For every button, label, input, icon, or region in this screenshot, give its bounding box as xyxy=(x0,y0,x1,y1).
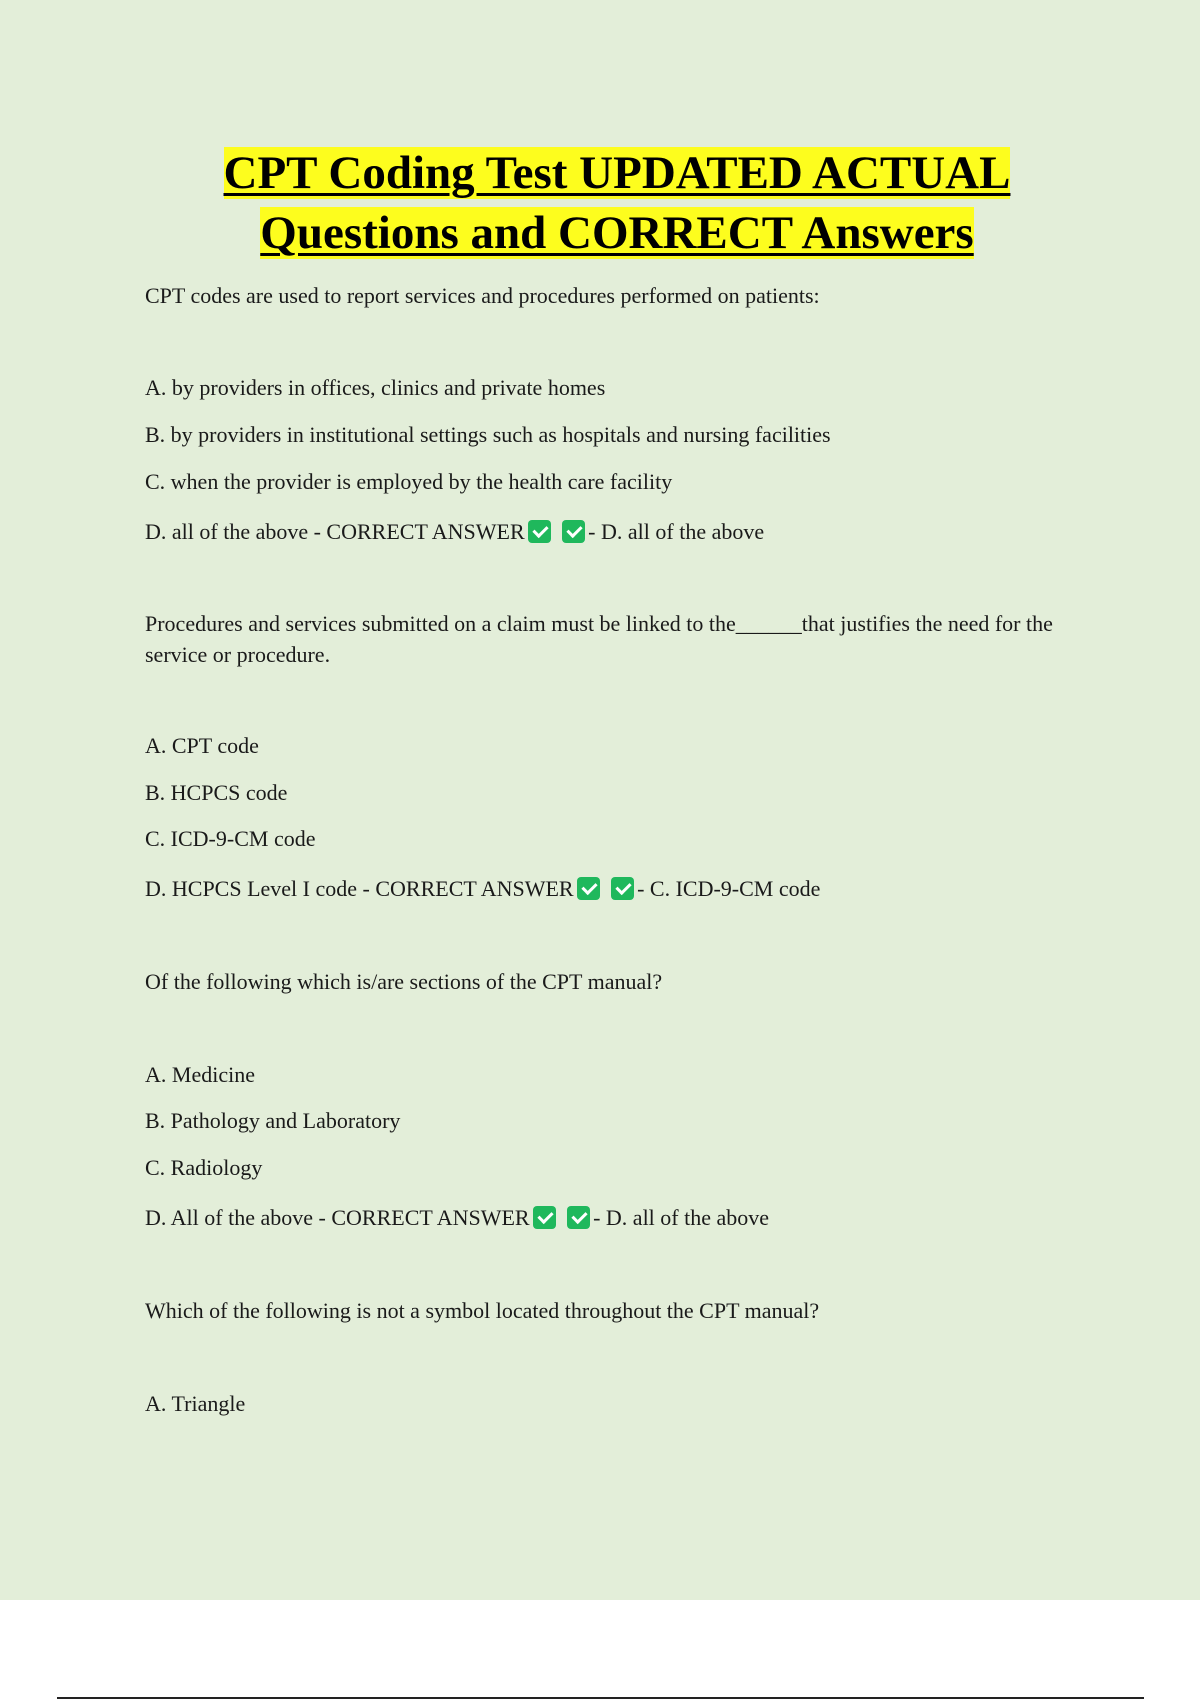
question-2-option-d: D. HCPCS Level I code xyxy=(145,876,358,901)
title-line-1: CPT Coding Test UPDATED ACTUAL xyxy=(223,147,1011,199)
document-title xyxy=(0,143,1200,263)
correct-answer-text: - D. all of the above xyxy=(588,519,765,544)
check-icon xyxy=(562,520,585,543)
correct-answer-text: - C. ICD-9-CM code xyxy=(637,876,821,901)
question-1-prompt: CPT codes are used to report services and procedures performed on patients: xyxy=(145,283,820,308)
question-1-option-c: C. when the provider is employed by the health care facility xyxy=(145,469,673,494)
question-2-option-b: B. HCPCS code xyxy=(145,780,288,805)
correct-answer-label: - CORRECT ANSWER xyxy=(313,519,525,544)
question-3-option-d: D. All of the above xyxy=(145,1205,314,1230)
check-icon xyxy=(533,1206,556,1229)
correct-answer-label: - CORRECT ANSWER xyxy=(362,876,574,901)
question-2-prompt: Procedures and services submitted on a claim must be linked to the______that justifies the need for the service or procedure. xyxy=(145,611,1053,667)
question-1-option-d-answer xyxy=(145,516,764,547)
question-2-option-a: A. CPT code xyxy=(145,733,259,758)
check-icon xyxy=(611,877,634,900)
question-3-prompt: Of the following which is/are sections of the CPT manual? xyxy=(145,969,663,994)
question-1-option-d: D. all of the above xyxy=(145,519,309,544)
question-1-option-a: A. by providers in offices, clinics and private homes xyxy=(145,375,606,400)
title-line-2: Questions and CORRECT Answers xyxy=(260,207,974,259)
question-3-option-c: C. Radiology xyxy=(145,1155,263,1180)
correct-answer-label: - CORRECT ANSWER xyxy=(318,1205,530,1230)
check-icon xyxy=(567,1206,590,1229)
question-3-option-b: B. Pathology and Laboratory xyxy=(145,1108,401,1133)
question-2-option-d-answer xyxy=(145,873,820,904)
question-3-option-a: A. Medicine xyxy=(145,1062,255,1087)
check-icon xyxy=(528,520,551,543)
check-icon xyxy=(577,877,600,900)
question-1-option-b: B. by providers in institutional settings such as hospitals and nursing facilities xyxy=(145,422,831,447)
question-4-option-a: A. Triangle xyxy=(145,1391,246,1416)
correct-answer-text: - D. all of the above xyxy=(593,1205,770,1230)
question-4-prompt: Which of the following is not a symbol located throughout the CPT manual? xyxy=(145,1298,820,1323)
footer-divider xyxy=(57,1697,1144,1699)
question-2-option-c: C. ICD-9-CM code xyxy=(145,826,316,851)
question-3-option-d-answer xyxy=(145,1202,769,1233)
